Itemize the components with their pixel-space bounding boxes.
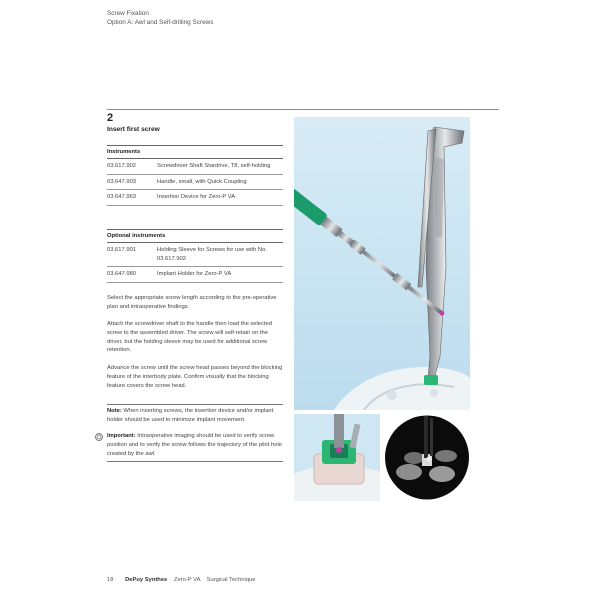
step-number: 2 — [107, 112, 114, 124]
page-number: 18 — [107, 577, 114, 583]
table-row — [107, 190, 283, 206]
warning-icon — [95, 433, 103, 441]
notes-divider — [107, 461, 283, 462]
instrument-code: 03.647.963 — [107, 190, 157, 206]
running-header — [107, 9, 213, 27]
instrument-description: Screwdriver Shaft Stardrive, T8, self-holding — [157, 159, 283, 175]
fluoroscopy-image — [384, 414, 470, 501]
instruments-table — [107, 145, 283, 206]
brand-name: DePuy Synthes — [125, 577, 168, 583]
header-section: Screw Fixation — [107, 10, 149, 17]
header-subsection: Option A: Awl and Self-drilling Screws — [107, 19, 214, 26]
implant-detail-illustration — [294, 414, 380, 501]
note-text — [107, 407, 283, 425]
instruments-heading: Instruments — [107, 146, 283, 159]
notes-divider — [107, 404, 283, 405]
optional-instruments-heading: Optional instruments — [107, 230, 283, 243]
instruction-paragraph: Attach the screwdriver shaft to the handle then load the selected screw to the assembled driver. The screw will self-retain on the driver, but the holding sleeve may be used for additional screw retention. — [107, 321, 272, 354]
document-name: Surgical Technique — [206, 577, 256, 583]
important-label: Important: — [107, 433, 136, 439]
page-footer — [107, 577, 256, 583]
instrument-code: 03.617.901 — [107, 243, 157, 267]
instruction-paragraph: Select the appropriate screw length according to the pre-operative plan and intraoperative findings. — [107, 295, 277, 310]
instrument-code: 03.647.903 — [107, 174, 157, 190]
table-row — [107, 174, 283, 190]
table-row — [107, 159, 283, 175]
table-row — [107, 267, 283, 283]
important-text — [107, 432, 283, 458]
note-body: When inserting screws, the insertion device and/or implant holder should be used to minimize implant movement. — [107, 408, 274, 423]
screw-insertion-illustration — [294, 117, 470, 410]
step-title: Insert first screw — [107, 126, 160, 133]
instrument-description: Handle, small, with Quick Coupling — [157, 174, 283, 190]
instruction-paragraph: Advance the screw until the screw head passes beyond the blocking feature of the interbody plate. Confirm visually that the blocking feature covers the screw head. — [107, 365, 283, 389]
instrument-code: 03.647.980 — [107, 267, 157, 283]
section-divider — [107, 109, 499, 110]
note-label: Note: — [107, 408, 122, 414]
instrument-description: Insertion Device for Zero-P VA — [157, 190, 283, 206]
instrument-code: 03.617.902 — [107, 159, 157, 175]
important-body: Intraoperative imaging should be used to verify screw position and to verify the screw follows the trajectory of the pilot hole created by the awl. — [107, 433, 282, 457]
product-name: Zero-P VA — [173, 577, 201, 583]
table-row — [107, 243, 283, 267]
instrument-description: Holding Sleeve for Screws for use with No. 03.617.902 — [157, 243, 283, 267]
optional-instruments-table — [107, 229, 283, 283]
instrument-description: Implant Holder for Zero-P VA — [157, 267, 283, 283]
